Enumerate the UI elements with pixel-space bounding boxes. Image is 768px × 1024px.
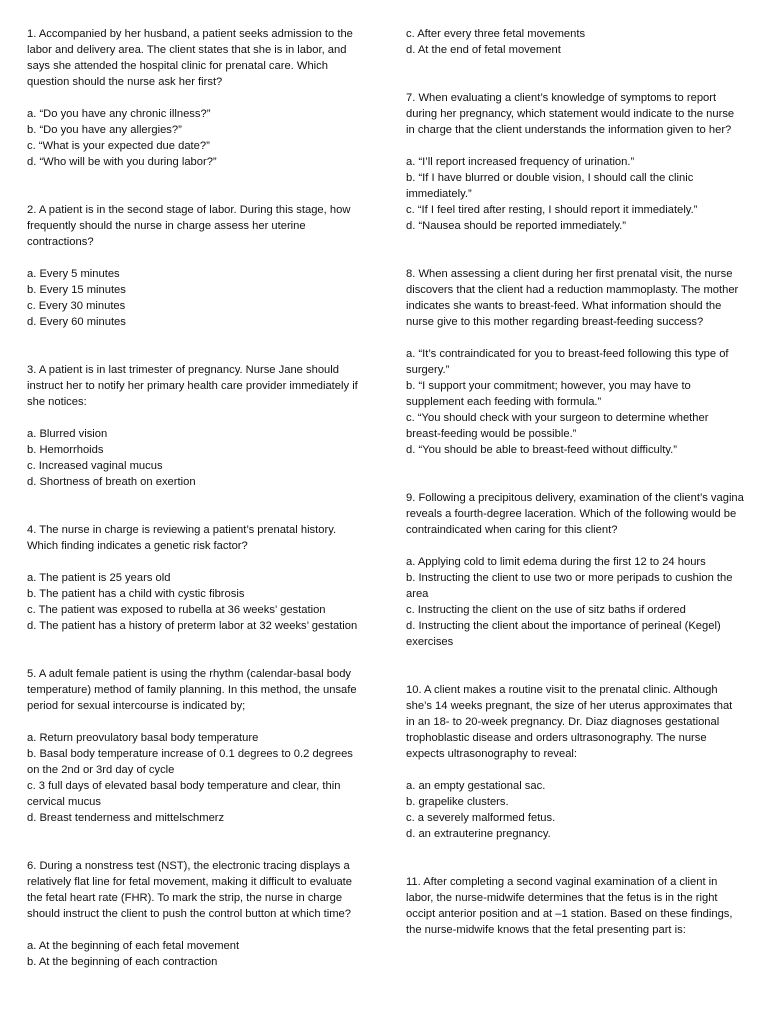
right-column bbox=[406, 26, 744, 938]
option-b: b. “Do you have any allergies?” bbox=[27, 124, 182, 136]
option-a: a. an empty gestational sac. bbox=[406, 780, 546, 792]
question-8 bbox=[406, 266, 744, 458]
answer-options bbox=[27, 730, 365, 826]
option-c: c. 3 full days of elevated basal body temperature and clear, thin cervical mucus bbox=[27, 780, 341, 808]
option-b: b. The patient has a child with cystic fibrosis bbox=[27, 588, 245, 600]
option-a: a. Blurred vision bbox=[27, 428, 108, 440]
left-column bbox=[27, 26, 365, 970]
option-d: d. “Nausea should be reported immediately.” bbox=[406, 220, 626, 232]
question-1 bbox=[27, 26, 365, 170]
answer-options bbox=[27, 938, 365, 970]
option-a: a. “I’ll report increased frequency of urination.” bbox=[406, 156, 635, 168]
option-d: d. an extrauterine pregnancy. bbox=[406, 828, 551, 840]
option-d: d. At the end of fetal movement bbox=[406, 44, 561, 56]
option-c: c. Every 30 minutes bbox=[27, 300, 126, 312]
option-b: b. Every 15 minutes bbox=[27, 284, 126, 296]
option-d: d. “Who will be with you during labor?” bbox=[27, 156, 217, 168]
option-d: d. Instructing the client about the importance of perineal (Kegel) exercises bbox=[406, 620, 721, 648]
option-b: b. “If I have blurred or double vision, I should call the clinic immediately.” bbox=[406, 172, 694, 200]
option-b: b. At the beginning of each contraction bbox=[27, 956, 218, 968]
question-stem: 10. A client makes a routine visit to the prenatal clinic. Although she’s 14 weeks pregnant, the size of her uterus approximates that in an 18- to 20-week pregnancy. Dr. Diaz diagnoses gestational trophoblastic disease and orders ultrasonography. The nurse expects ultrasonography to reveal: bbox=[406, 684, 733, 760]
option-a: a. “It’s contraindicated for you to breast-feed following this type of surgery.” bbox=[406, 348, 729, 376]
question-3 bbox=[27, 362, 365, 490]
answer-options bbox=[406, 26, 744, 58]
option-a: a. Applying cold to limit edema during the first 12 to 24 hours bbox=[406, 556, 706, 568]
option-c: c. “If I feel tired after resting, I should report it immediately.” bbox=[406, 204, 698, 216]
question-stem: 3. A patient is in last trimester of pregnancy. Nurse Jane should instruct her to notify her primary health care provider immediately if she notices: bbox=[27, 364, 358, 408]
question-7 bbox=[406, 90, 744, 234]
option-d: d. Breast tenderness and mittelschmerz bbox=[27, 812, 225, 824]
option-b: b. Instructing the client to use two or more peripads to cushion the area bbox=[406, 572, 733, 600]
option-b: b. “I support your commitment; however, you may have to supplement each feeding with formula.” bbox=[406, 380, 691, 408]
answer-options bbox=[406, 154, 744, 234]
question-stem: 8. When assessing a client during her first prenatal visit, the nurse discovers that the client had a reduction mammoplasty. The mother indicates she wants to breast-feed. What information should the nurse give to this mother regarding breast-feeding success? bbox=[406, 268, 739, 328]
question-6 bbox=[27, 858, 365, 970]
answer-options bbox=[406, 346, 744, 458]
question-stem: 9. Following a precipitous delivery, examination of the client’s vagina reveals a fourth-degree laceration. Which of the following would be contraindicated when caring for this client? bbox=[406, 492, 744, 536]
option-a: a. “Do you have any chronic illness?” bbox=[27, 108, 211, 120]
option-c: c. The patient was exposed to rubella at 36 weeks’ gestation bbox=[27, 604, 326, 616]
option-c: c. After every three fetal movements bbox=[406, 28, 586, 40]
option-d: d. “You should be able to breast-feed without difficulty.” bbox=[406, 444, 677, 456]
question-stem: 11. After completing a second vaginal examination of a client in labor, the nurse-midwife determines that the fetus is in the right occipt anterior position and at –1 station. Based on these findings, the nurse-midwife knows that the fetal presenting part is: bbox=[406, 876, 733, 936]
option-c: c. Instructing the client on the use of sitz baths if ordered bbox=[406, 604, 686, 616]
answer-options bbox=[27, 426, 365, 490]
answer-options bbox=[406, 554, 744, 650]
option-c: c. Increased vaginal mucus bbox=[27, 460, 163, 472]
question-stem: 2. A patient is in the second stage of labor. During this stage, how frequently should the nurse in charge assess her uterine contractions? bbox=[27, 204, 351, 248]
option-a: a. Every 5 minutes bbox=[27, 268, 120, 280]
question-5 bbox=[27, 666, 365, 826]
option-a: a. Return preovulatory basal body temperature bbox=[27, 732, 259, 744]
question-9 bbox=[406, 490, 744, 650]
option-d: d. The patient has a history of preterm labor at 32 weeks’ gestation bbox=[27, 620, 358, 632]
question-stem: 7. When evaluating a client’s knowledge of symptoms to report during her pregnancy, which statement would indicate to the nurse in charge that the client understands the information given to her? bbox=[406, 92, 735, 136]
answer-options bbox=[27, 106, 365, 170]
option-a: a. At the beginning of each fetal movement bbox=[27, 940, 240, 952]
answer-options bbox=[27, 266, 365, 330]
option-b: b. grapelike clusters. bbox=[406, 796, 509, 808]
answer-options bbox=[27, 570, 365, 634]
option-a: a. The patient is 25 years old bbox=[27, 572, 171, 584]
question-11 bbox=[406, 874, 744, 938]
option-d: d. Shortness of breath on exertion bbox=[27, 476, 196, 488]
question-2 bbox=[27, 202, 365, 330]
option-b: b. Hemorrhoids bbox=[27, 444, 104, 456]
answer-options bbox=[406, 778, 744, 842]
question-stem: 4. The nurse in charge is reviewing a patient’s prenatal history. Which finding indicates a genetic risk factor? bbox=[27, 524, 337, 552]
question-6-continued bbox=[406, 26, 744, 58]
question-10 bbox=[406, 682, 744, 842]
option-d: d. Every 60 minutes bbox=[27, 316, 126, 328]
question-4 bbox=[27, 522, 365, 634]
option-c: c. a severely malformed fetus. bbox=[406, 812, 556, 824]
question-stem: 6. During a nonstress test (NST), the electronic tracing displays a relatively flat line for fetal movement, making it difficult to evaluate the fetal heart rate (FHR). To mark the strip, the nurse in charge should instruct the client to push the control button at which time? bbox=[27, 860, 353, 920]
option-c: c. “You should check with your surgeon to determine whether breast-feeding would be possible.” bbox=[406, 412, 709, 440]
question-stem: 5. A adult female patient is using the rhythm (calendar-basal body temperature) method of family planning. In this method, the unsafe period for sexual intercourse is indicated by; bbox=[27, 668, 357, 712]
option-b: b. Basal body temperature increase of 0.1 degrees to 0.2 degrees on the 2nd or 3rd day of cycle bbox=[27, 748, 353, 776]
question-stem: 1. Accompanied by her husband, a patient seeks admission to the labor and delivery area. The client states that she is in labor, and says she attended the hospital clinic for prenatal care. Which question should the nurse ask her first? bbox=[27, 28, 353, 88]
option-c: c. “What is your expected due date?” bbox=[27, 140, 210, 152]
